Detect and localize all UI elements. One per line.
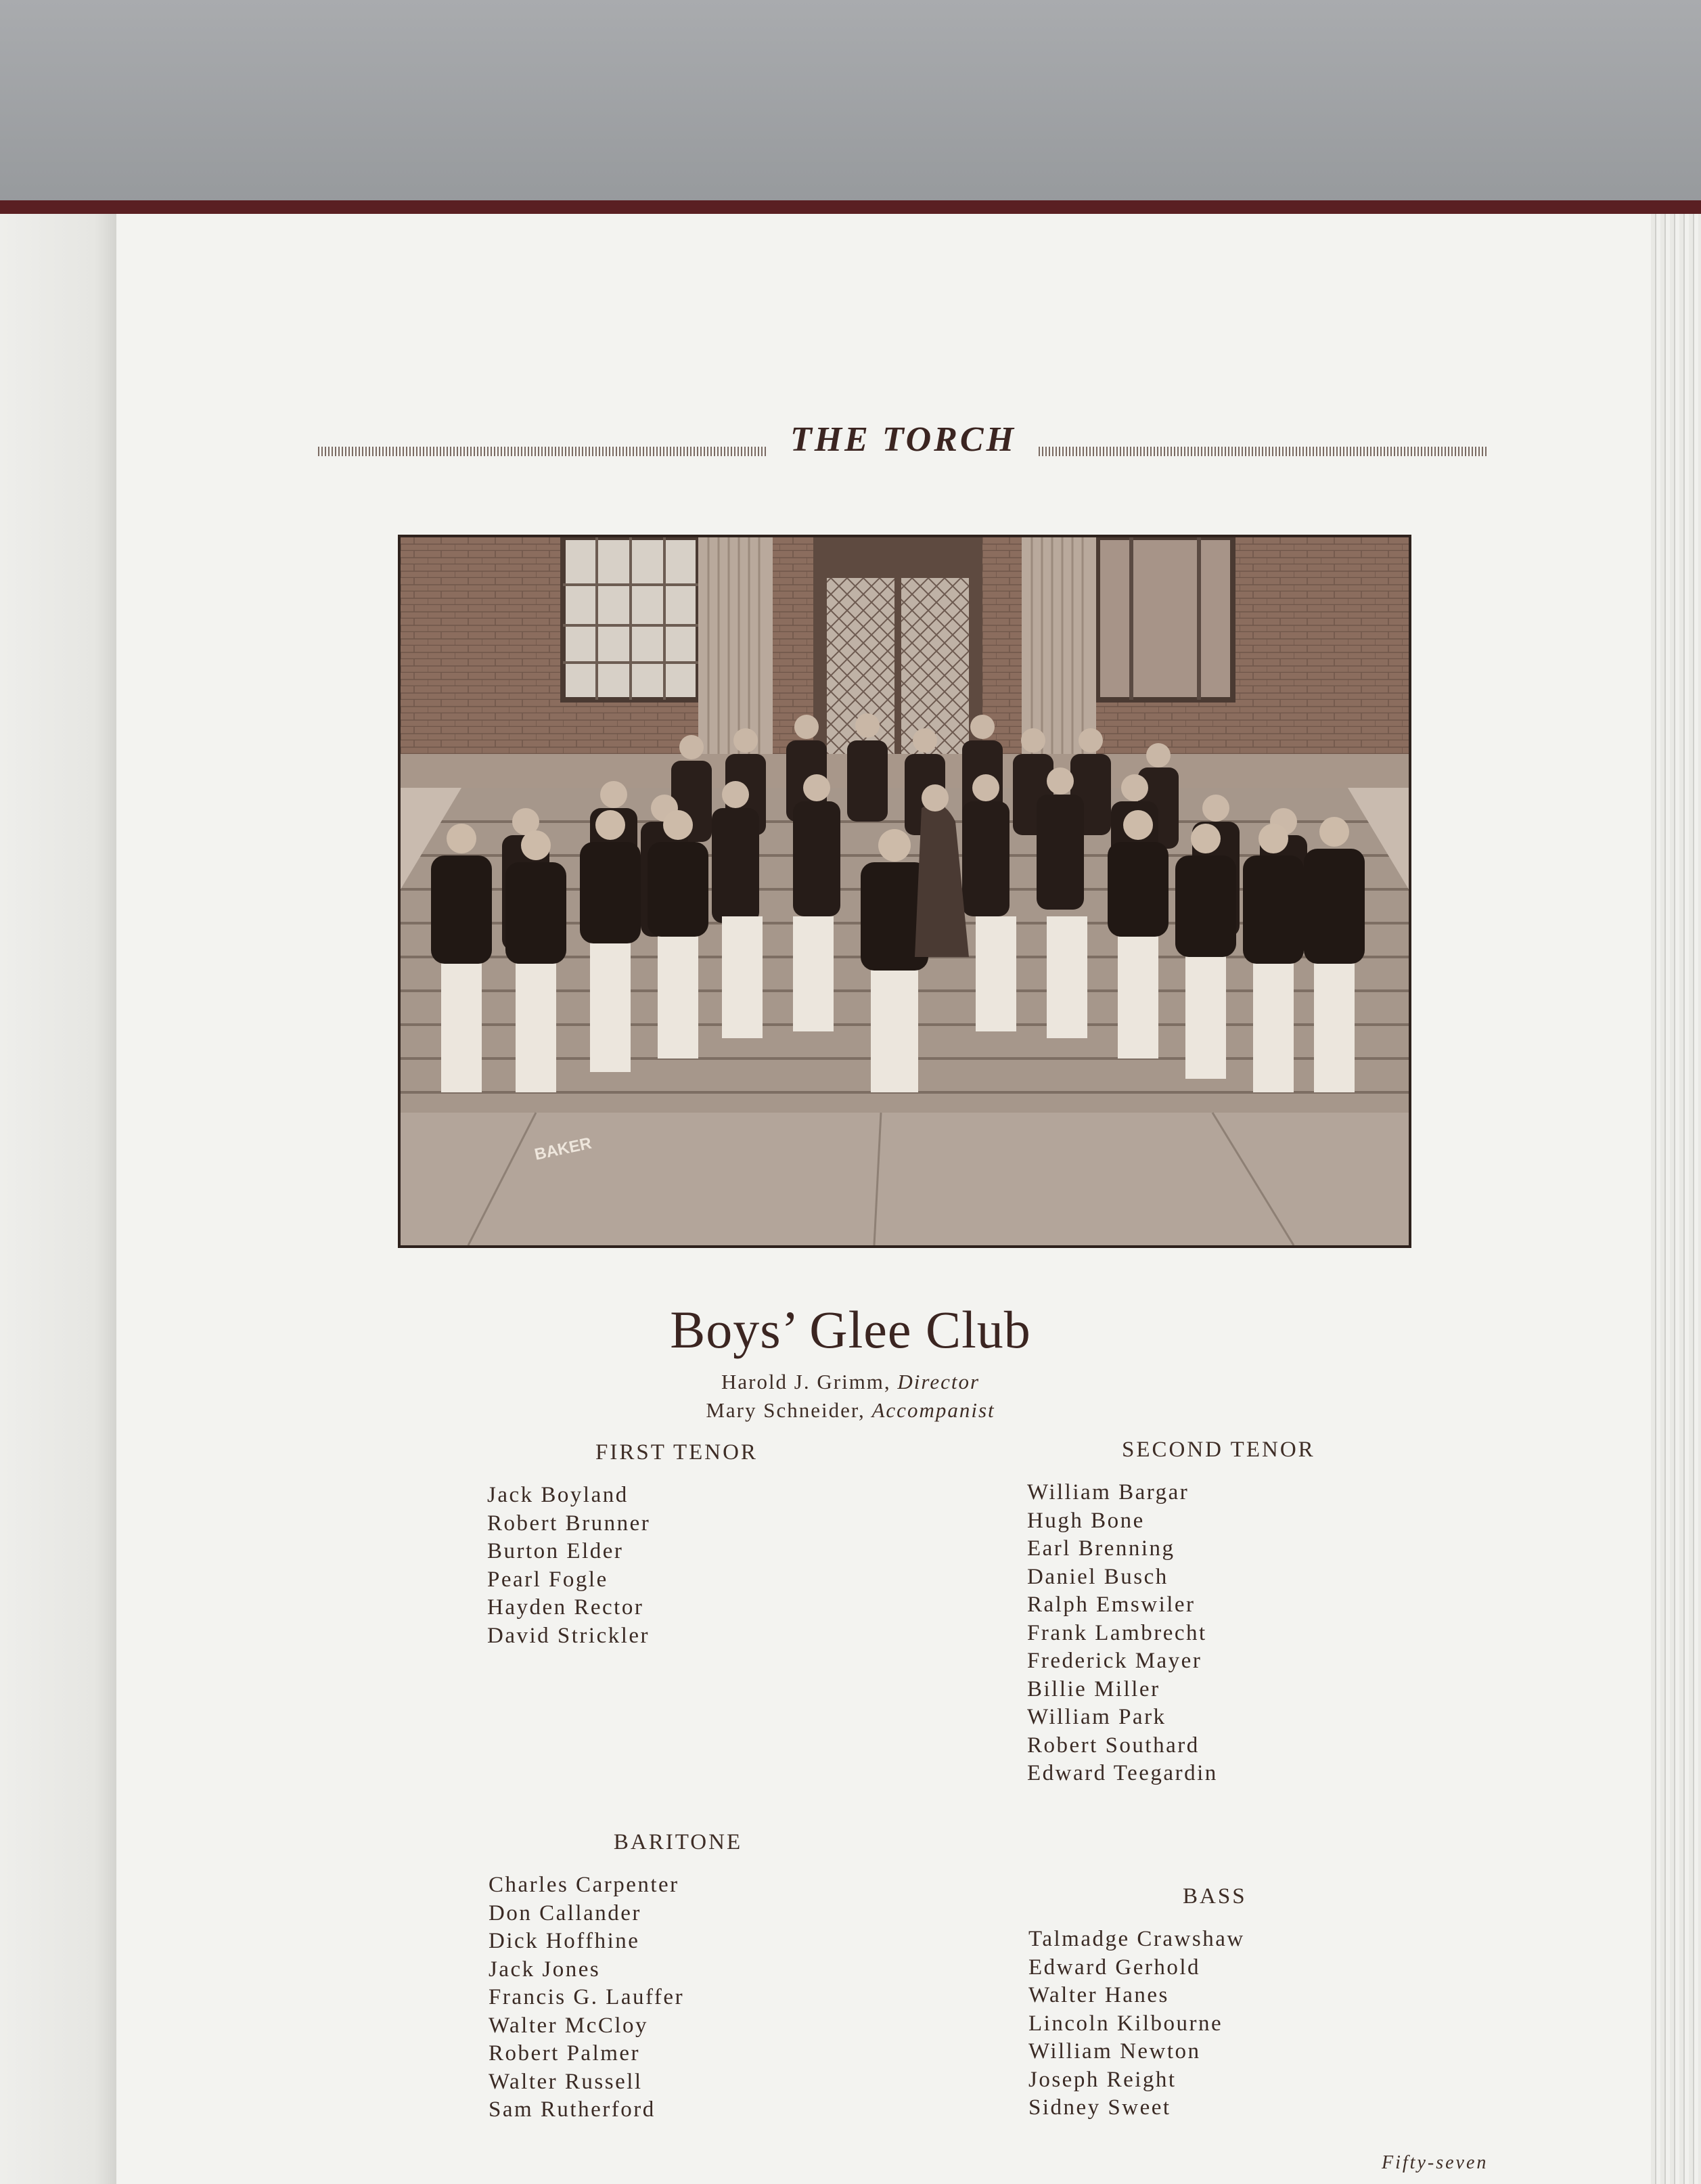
decorative-rule-right — [1039, 447, 1489, 456]
member-name: Jack Boyland — [487, 1483, 629, 1507]
section-baritone — [489, 1830, 867, 2124]
group-photo-illustration — [401, 537, 1409, 1245]
section-heading: FIRST TENOR — [595, 1440, 758, 1465]
member-name: Frank Lambrecht — [1027, 1620, 1207, 1645]
member-name: Jack Jones — [489, 1957, 601, 1982]
section-first-tenor — [487, 1440, 866, 1650]
page-edges — [1651, 214, 1701, 2184]
scanner-background — [0, 0, 1701, 203]
member-name: Walter Russell — [489, 2069, 643, 2094]
director-name: Harold J. Grimm, — [721, 1370, 891, 1394]
accompanist-role: Accompanist — [871, 1398, 995, 1422]
section-heading: SECOND TENOR — [1122, 1438, 1315, 1462]
member-name: Walter Hanes — [1028, 1983, 1169, 2007]
running-head — [318, 420, 1489, 467]
section-second-tenor — [1027, 1438, 1352, 1788]
section-heading: BARITONE — [613, 1830, 743, 1854]
member-name: Hayden Rector — [487, 1595, 644, 1620]
member-name: Ralph Emswiler — [1027, 1592, 1196, 1617]
member-name: Hugh Bone — [1027, 1508, 1145, 1533]
book-cover-edge — [0, 200, 1701, 215]
publication-title: THE TORCH — [790, 420, 1017, 459]
member-name: William Bargar — [1027, 1480, 1189, 1505]
member-name: Robert Palmer — [489, 2041, 641, 2066]
member-name: Talmadge Crawshaw — [1028, 1927, 1245, 1951]
member-name: Dick Hoffhine — [489, 1929, 640, 1953]
member-name: Francis G. Lauffer — [489, 1985, 685, 2009]
member-name: Edward Gerhold — [1028, 1955, 1201, 1980]
section-heading: BASS — [1183, 1884, 1247, 1909]
director-role: Director — [897, 1370, 980, 1394]
member-name: Edward Teegardin — [1027, 1761, 1218, 1785]
member-list — [489, 1871, 867, 2124]
member-name: Charles Carpenter — [489, 1873, 679, 1897]
member-name: Billie Miller — [1027, 1676, 1160, 1701]
member-name: Pearl Fogle — [487, 1567, 608, 1592]
accompanist-name: Mary Schneider, — [706, 1398, 865, 1422]
page-number: Fifty-seven — [1382, 2152, 1489, 2173]
member-list — [487, 1481, 866, 1650]
club-title: Boys’ Glee Club — [670, 1300, 1031, 1359]
studio-mark: BAKER — [532, 1134, 593, 1164]
member-name: Robert Southard — [1027, 1733, 1200, 1758]
member-name: Earl Brenning — [1027, 1536, 1175, 1561]
member-list — [1027, 1479, 1352, 1788]
member-name: Robert Brunner — [487, 1511, 651, 1536]
member-name: David Strickler — [487, 1623, 650, 1648]
member-name: William Newton — [1028, 2039, 1201, 2064]
group-photo — [398, 535, 1411, 1248]
facing-page — [0, 214, 121, 2184]
member-name: Daniel Busch — [1027, 1564, 1169, 1589]
section-bass — [1028, 1884, 1353, 2122]
member-name: Joseph Reight — [1028, 2067, 1177, 2092]
member-name: Lincoln Kilbourne — [1028, 2011, 1223, 2036]
member-name: Sidney Sweet — [1028, 2095, 1171, 2120]
member-name: Walter McCloy — [489, 2013, 649, 2038]
member-name: William Park — [1027, 1705, 1166, 1729]
member-name: Burton Elder — [487, 1539, 624, 1563]
member-name: Don Callander — [489, 1900, 641, 1925]
member-list — [1028, 1925, 1353, 2122]
accompanist-line — [0, 1398, 1701, 1423]
member-name: Sam Rutherford — [489, 2097, 656, 2122]
member-name: Frederick Mayer — [1027, 1649, 1202, 1673]
director-line — [0, 1370, 1701, 1394]
